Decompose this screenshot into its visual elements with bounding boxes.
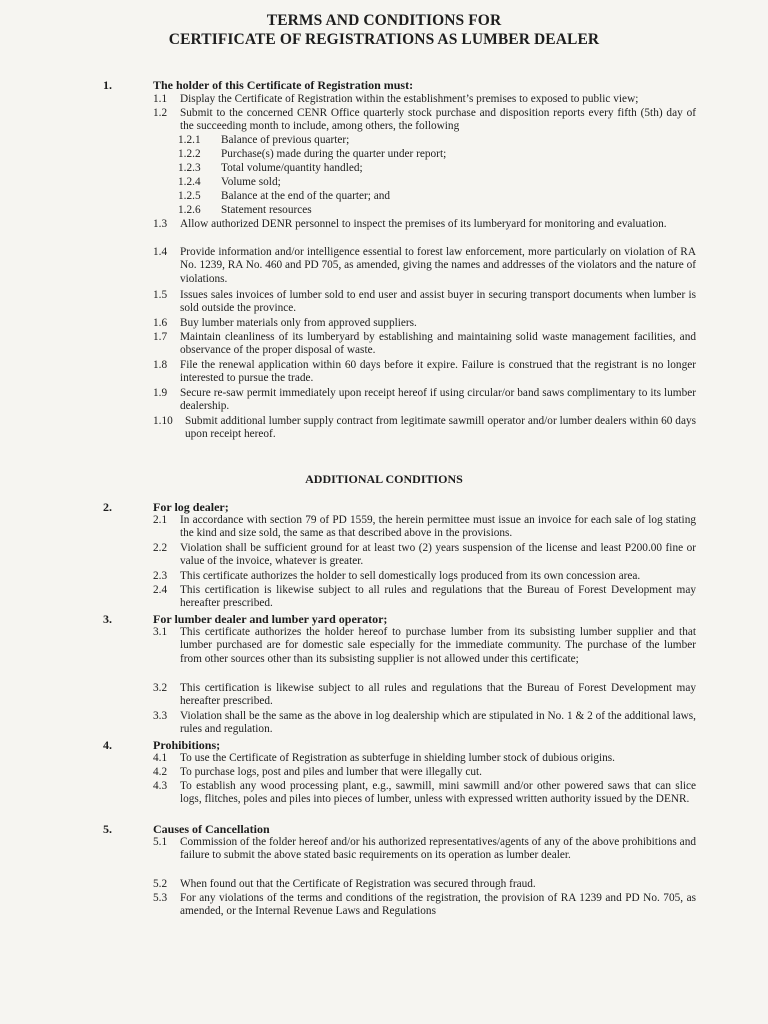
item-text: When found out that the Certificate of Registration was secured through fraud.: [180, 878, 536, 890]
item-number: 5.3: [153, 892, 168, 904]
list-item: [153, 387, 696, 414]
list-item: [153, 710, 696, 737]
list-item: [153, 570, 696, 583]
item-text: Submit to the concerned CENR Office quarterly stock purchase and disposition reports every fifth (5th) day of the succeeding month to include, among others, the following: [180, 107, 696, 133]
document-title-line1: TERMS AND CONDITIONS FOR: [266, 12, 502, 29]
list-item: [153, 93, 696, 106]
sub-item: [178, 176, 281, 188]
item-text: Allow authorized DENR personnel to inspect the premises of its lumberyard for monitoring and evaluation.: [180, 218, 667, 230]
item-text: This certification is likewise subject to all rules and regulations that the Bureau of Forest Development may hereafter prescribed.: [180, 584, 696, 610]
sub-item: [178, 190, 390, 202]
list-item: [153, 878, 696, 891]
item-number: 2.1: [153, 514, 168, 526]
item-number: 5.1: [153, 836, 168, 848]
section-heading: Prohibitions;: [153, 738, 221, 752]
item-number: 3.2: [153, 682, 168, 694]
list-item: [153, 107, 696, 134]
sub-item: [178, 134, 349, 146]
item-number: 4.1: [153, 752, 168, 764]
item-text: This certificate authorizes the holder to sell domestically logs produced from its own concession area.: [180, 570, 641, 582]
item-number: 2.4: [153, 584, 168, 596]
list-item: [153, 415, 696, 442]
section-heading: Causes of Cancellation: [153, 822, 270, 836]
item-text: In accordance with section 79 of PD 1559, the herein permittee must issue an invoice for each sale of log stating the kind and size sold, the same as that described above in the provisions.: [180, 514, 696, 540]
item-number: 1.7: [153, 331, 168, 343]
item-text: Violation shall be the same as the above in log dealership which are stipulated in No. 1 & 2 of the additional laws, rules and regulation.: [180, 710, 696, 736]
sub-item: [178, 148, 446, 160]
item-number: 1.9: [153, 387, 168, 399]
item-number: 3.1: [153, 626, 168, 638]
item-text: This certificate authorizes the holder hereof to purchase lumber from its subsisting lumber supplier and that lumber purchased are for domestic sale especially for the immediate community. The purchase of the lumber from other sources other than its subsisting supplier is not allowed under this certificate;: [180, 626, 696, 665]
item-number: 1.4: [153, 246, 168, 258]
item-text: To use the Certificate of Registration as subterfuge in shielding lumber stock of dubious origins.: [180, 752, 615, 764]
section-number: 5.: [103, 822, 112, 836]
list-item: [153, 359, 696, 386]
list-item: [153, 682, 696, 709]
item-number: 5.2: [153, 878, 168, 890]
item-number: 4.3: [153, 780, 168, 792]
item-number: 1.8: [153, 359, 168, 371]
section-number: 1.: [103, 78, 112, 92]
sub-item: [178, 204, 312, 216]
list-item: [153, 331, 696, 358]
list-item: [153, 892, 696, 919]
list-item: [153, 317, 696, 330]
section-number: 2.: [103, 500, 112, 514]
sub-item-number: 1.2.5: [178, 190, 201, 202]
item-text: Provide information and/or intelligence essential to forest law enforcement, more particularly on violation of RA No. 1239, RA No. 460 and PD 705, as amended, giving the names and addresses of the violators and the nature of violations.: [180, 246, 696, 285]
section-heading: For log dealer;: [153, 500, 229, 514]
sub-item-number: 1.2.6: [178, 204, 201, 216]
list-item: [153, 766, 696, 779]
sub-item-number: 1.2.4: [178, 176, 201, 188]
list-item: [153, 246, 696, 286]
sub-item: [178, 162, 363, 174]
sub-item-text: Purchase(s) made during the quarter under report;: [221, 148, 447, 160]
list-item: [153, 514, 696, 541]
item-text: Violation shall be sufficient ground for at least two (2) years suspension of the license and least P200.00 fine or value of the invoice, whatever is greater.: [180, 542, 696, 568]
sub-item-text: Total volume/quantity handled;: [221, 162, 363, 174]
item-text: Display the Certificate of Registration within the establishment’s premises to exposed to public view;: [180, 93, 639, 105]
item-text: Commission of the folder hereof and/or his authorized representatives/agents of any of the above prohibitions and failure to submit the above stated basic requirements on its operation as lumber dealer.: [180, 836, 696, 862]
item-number: 1.3: [153, 218, 168, 230]
section-number: 4.: [103, 738, 112, 752]
sub-item-number: 1.2.1: [178, 134, 201, 146]
item-number: 3.3: [153, 710, 168, 722]
item-number: 2.2: [153, 542, 168, 554]
list-item: [153, 584, 696, 611]
item-text: Secure re-saw permit immediately upon receipt hereof if using circular/or band saws complimentary to its lumber dealership.: [180, 387, 696, 413]
item-number: 1.5: [153, 289, 168, 301]
list-item: [153, 780, 696, 807]
list-item: [153, 289, 696, 316]
sub-item-number: 1.2.3: [178, 162, 201, 174]
sub-item-text: Statement resources: [221, 204, 312, 216]
item-number: 1.1: [153, 93, 168, 105]
section-heading: The holder of this Certificate of Registration must:: [153, 78, 414, 92]
item-text: To purchase logs, post and piles and lumber that were illegally cut.: [180, 766, 482, 778]
item-text: Maintain cleanliness of its lumberyard by establishing and maintaining solid waste management facilities, and observance of the proper disposal of waste.: [180, 331, 696, 357]
list-item: [153, 836, 696, 863]
sub-item-text: Balance of previous quarter;: [221, 134, 350, 146]
sub-item-number: 1.2.2: [178, 148, 201, 160]
section-title: ADDITIONAL CONDITIONS: [305, 472, 463, 486]
list-item: [153, 542, 696, 569]
item-text: This certification is likewise subject to all rules and regulations that the Bureau of Forest Development may hereafter prescribed.: [180, 682, 696, 708]
document-title-line2: CERTIFICATE OF REGISTRATIONS AS LUMBER DEALER: [168, 31, 600, 48]
item-number: 1.10: [153, 415, 173, 427]
item-text: To establish any wood processing plant, e.g., sawmill, mini sawmill and/or other powered saws that can slice logs, flitches, poles and piles into pieces of lumber, unless with expressed written authority issued by the DENR.: [180, 780, 696, 806]
item-number: 1.6: [153, 317, 168, 329]
item-text: File the renewal application within 60 days before it expire. Failure is construed that the registrant is no longer interested to pursue the trade.: [180, 359, 696, 385]
item-text: Submit additional lumber supply contract from legitimate sawmill operator and/or lumber dealers within 60 days upon receipt hereof.: [185, 415, 696, 441]
item-number: 4.2: [153, 766, 168, 778]
sub-item-text: Volume sold;: [221, 176, 281, 188]
section-number: 3.: [103, 612, 112, 626]
sub-item-text: Balance at the end of the quarter; and: [221, 190, 391, 202]
list-item: [153, 752, 696, 765]
list-item: [153, 218, 696, 231]
section-heading: For lumber dealer and lumber yard operator;: [153, 612, 388, 626]
item-number: 1.2: [153, 107, 168, 119]
item-text: For any violations of the terms and conditions of the registration, the provision of RA 1239 and PD No. 705, as amended, or the Internal Revenue Laws and Regulations: [180, 892, 696, 918]
item-text: Issues sales invoices of lumber sold to end user and assist buyer in securing transport documents when lumber is sold outside the province.: [180, 289, 696, 315]
item-number: 2.3: [153, 570, 168, 582]
item-text: Buy lumber materials only from approved suppliers.: [180, 317, 417, 329]
list-item: [153, 626, 696, 666]
